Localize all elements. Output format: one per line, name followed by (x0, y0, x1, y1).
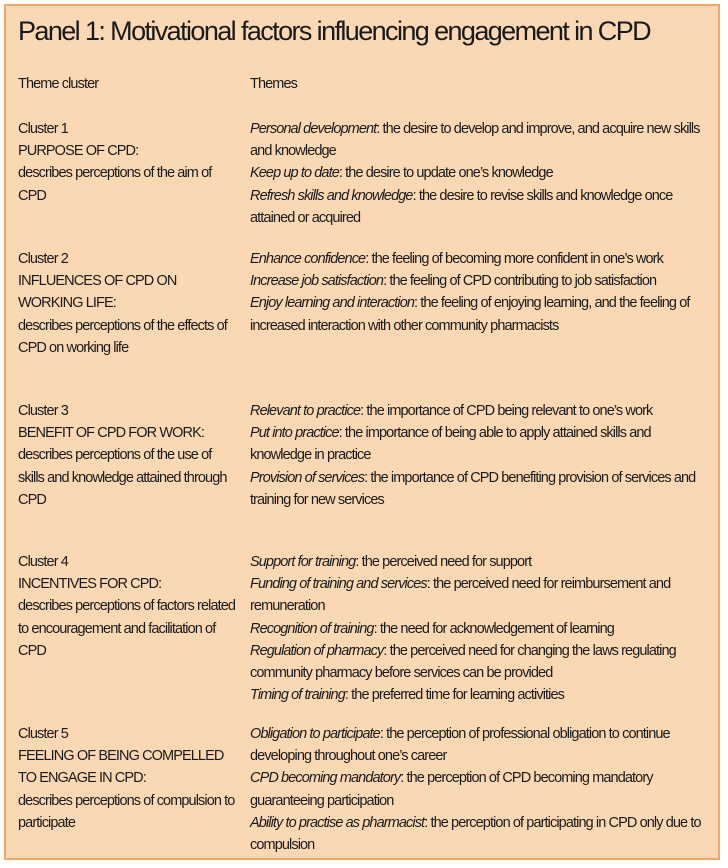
theme-item (250, 292, 714, 336)
theme-desc: : the importance of being able to apply attained skills and knowledge in practice (250, 425, 651, 464)
theme-item (250, 400, 714, 422)
cluster-description: describes perceptions of the use of skills and knowledge attained through CPD (18, 447, 227, 508)
theme-name: Increase job satisfaction (250, 273, 384, 290)
theme-item (250, 812, 714, 856)
theme-desc: : the perception of professional obligation to continue developing throughout one’s career (250, 726, 670, 765)
theme-name: Regulation of pharmacy (250, 642, 384, 659)
theme-item (250, 422, 714, 466)
theme-name: Provision of services (250, 469, 365, 486)
theme-name: CPD becoming mandatory (250, 770, 401, 787)
cluster-name: Cluster 3 (18, 403, 68, 419)
theme-desc: : the perceived need for changing the laws regulating community pharmacy before services can be provided (250, 642, 676, 682)
theme-name: Enhance confidence (250, 251, 366, 267)
header-theme-cluster: Theme cluster (18, 76, 99, 92)
theme-desc: : the importance of CPD benefiting provision of services and training for new services (250, 469, 696, 508)
panel (4, 4, 720, 860)
theme-desc: : the feeling of enjoying learning, and the feeling of increased interaction with other community pharmacists (250, 295, 690, 334)
theme-name: Personal development (250, 121, 377, 137)
theme-name: Ability to practise as pharmacist (250, 814, 425, 831)
cluster-label (18, 118, 240, 207)
panel-title: Panel 1: Motivational factors influencing engagement in CPD (18, 16, 651, 46)
theme-item (250, 270, 714, 292)
cluster-label (18, 248, 240, 359)
theme-name: Relevant to practice (250, 403, 361, 419)
theme-name: Obligation to participate (250, 726, 380, 742)
theme-item (250, 640, 714, 684)
cluster-description: describes perceptions of compulsion to participate (18, 792, 235, 831)
theme-item (250, 573, 714, 617)
theme-item (250, 248, 714, 270)
theme-desc: : the preferred time for learning activities (344, 687, 564, 704)
theme-item (250, 684, 714, 706)
cluster-heading: INFLUENCES OF CPD ON WORKING LIFE: (18, 273, 177, 312)
theme-name: Timing of training (250, 687, 345, 704)
cluster-name: Cluster 2 (18, 251, 68, 267)
cluster-description: describes perceptions of the effects of CPD on working life (18, 317, 227, 356)
cluster-name: Cluster 4 (18, 554, 68, 570)
theme-item (250, 551, 714, 573)
cluster-heading: PURPOSE OF CPD: (18, 143, 139, 160)
theme-desc: : the feeling of becoming more confident in one’s work (365, 251, 663, 267)
cluster-heading: FEELING OF BEING COMPELLED TO ENGAGE IN CPD: (18, 748, 224, 787)
theme-desc: : the desire to update one’s knowledge (338, 165, 553, 182)
theme-item (250, 118, 714, 162)
header-themes: Themes (250, 76, 297, 92)
theme-item (250, 618, 714, 640)
theme-desc: : the perception of CPD becoming mandatory guaranteeing participation (250, 770, 653, 809)
theme-name: Funding of training and services (250, 576, 427, 593)
theme-name: Refresh skills and knowledge (250, 187, 413, 204)
cluster-themes (250, 248, 714, 337)
cluster-themes (250, 400, 714, 511)
theme-desc: : the importance of CPD being relevant to one’s work (360, 403, 653, 419)
theme-desc: : the need for acknowledgement of learning (373, 620, 614, 637)
theme-desc: : the perception of participating in CPD only due to compulsion (250, 814, 701, 854)
cluster-themes (250, 551, 714, 706)
theme-item (250, 162, 714, 184)
theme-desc: : the desire to develop and improve, and acquire new skills and knowledge (250, 121, 700, 160)
cluster-label (18, 400, 240, 511)
cluster-themes (250, 118, 714, 229)
cluster-label (18, 551, 240, 662)
theme-name: Keep up to date (250, 165, 339, 182)
cluster-label (18, 723, 240, 834)
theme-desc: : the desire to revise skills and knowledge once attained or acquired (250, 187, 673, 226)
cluster-heading: INCENTIVES FOR CPD: (18, 576, 162, 593)
cluster-description: describes perceptions of the aim of CPD (18, 165, 212, 204)
theme-desc: : the perceived need for support (355, 554, 532, 570)
theme-name: Recognition of training (250, 620, 374, 637)
theme-item (250, 723, 714, 767)
cluster-heading: BENEFIT OF CPD FOR WORK: (18, 425, 204, 442)
theme-name: Support for training (250, 554, 356, 570)
theme-item (250, 467, 714, 511)
cluster-name: Cluster 5 (18, 726, 68, 742)
theme-item (250, 767, 714, 811)
theme-desc: : the perceived need for reimbursement and remuneration (250, 576, 671, 615)
cluster-description: describes perceptions of factors related to encouragement and facilitation of CPD (18, 598, 236, 659)
theme-name: Put into practice (250, 425, 339, 442)
theme-name: Enjoy learning and interaction (250, 295, 415, 312)
theme-desc: : the feeling of CPD contributing to job satisfaction (383, 273, 657, 290)
theme-item (250, 185, 714, 229)
cluster-name: Cluster 1 (18, 121, 68, 137)
cluster-themes (250, 723, 714, 856)
